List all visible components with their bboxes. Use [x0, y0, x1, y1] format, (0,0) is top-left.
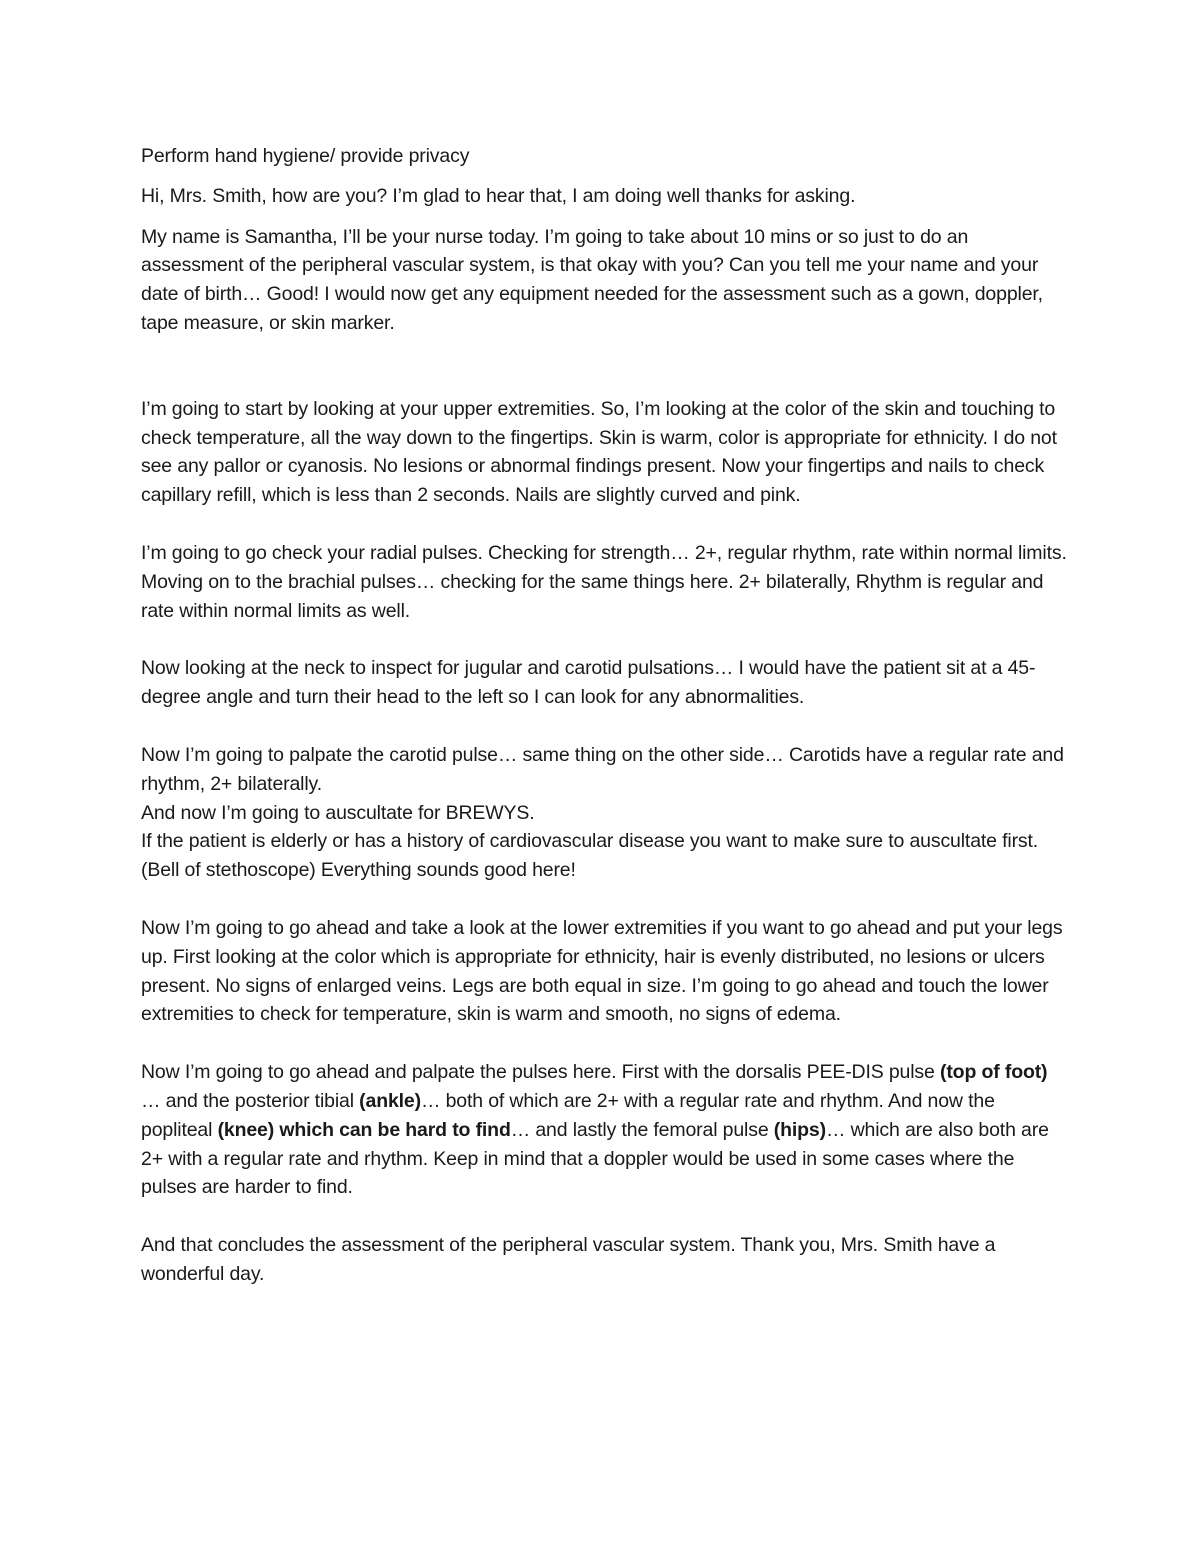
paragraph-greeting: Hi, Mrs. Smith, how are you? I’m glad to hear that, I am doing well thanks for asking. — [141, 184, 856, 207]
paragraph-introduction: My name is Samantha, I’ll be your nurse today. I’m going to take about 10 mins or so just to do an assessment of the peripheral vascular system, is that okay with you? Can you tell me your name and your date of birth… Good! I would now get any equipment needed for the assessment such as a gown, doppler, tape measure, or skin marker. — [141, 225, 1043, 334]
bold-run-top-of-foot: (top of foot) — [940, 1061, 1048, 1084]
paragraph-conclusion: And that concludes the assessment of the peripheral vascular system. Thank you, Mrs. Smith have a wonderful day. — [141, 1234, 996, 1285]
text-run: … both of which are 2+ with a regular rate and rhythm. And now the popliteal — [141, 1089, 995, 1141]
line-auscultate-brewys: And now I’m going to auscultate for BREWYS. — [141, 801, 535, 824]
line-elderly-note: If the patient is elderly or has a history of cardiovascular disease you want to make sure to auscultate first. — [141, 830, 1039, 853]
paragraph-lower-extremities: Now I’m going to go ahead and take a look at the lower extremities if you want to go ahead and put your legs up. First looking at the color which is appropriate for ethnicity, hair is evenly distributed, no lesions or ulcers present. No signs of enlarged veins. Legs are both equal in size. I’m going to go ahead and touch the lower extremities to check for temperature, skin is warm and smooth, no signs of edema. — [141, 916, 1063, 1026]
text-run: … and lastly the femoral pulse — [510, 1118, 774, 1141]
paragraph-carotid-pulse: Now I’m going to palpate the carotid pulse… same thing on the other side… Carotids have a regular rate and rhythm, 2+ bilaterally. — [141, 743, 1064, 795]
paragraph-hand-hygiene: Perform hand hygiene/ provide privacy — [141, 145, 470, 167]
line-bell-stethoscope: (Bell of stethoscope) Everything sounds good here! — [141, 859, 576, 882]
text-run: … and the posterior tibial — [141, 1089, 360, 1112]
bold-run-ankle: (ankle) — [359, 1089, 421, 1112]
paragraph-lower-pulses — [141, 1058, 1071, 1202]
bold-run-knee: (knee) which can be hard to find — [217, 1118, 511, 1141]
text-run: Now I’m going to go ahead and palpate the pulses here. First with the dorsalis PEE-DIS pulse — [141, 1061, 940, 1084]
document-body — [141, 142, 1071, 1289]
bold-run-hips: (hips) — [773, 1118, 826, 1141]
paragraph-neck-inspection: Now looking at the neck to inspect for jugular and carotid pulsations… I would have the patient sit at a 45-degree angle and turn their head to the left so I can look for any abnormalities. — [141, 657, 1036, 709]
paragraph-radial-pulses: I’m going to go check your radial pulses. Checking for strength… 2+, regular rhythm, rate within normal limits. Moving on to the brachial pulses… checking for the same things here. 2+ bilaterally, Rhythm is regular and rate within normal limits as well. — [141, 541, 1067, 622]
text-run: … which are also both are 2+ with a regular rate and rhythm. Keep in mind that a doppler would be used in some cases where the pulses are harder to find. — [141, 1118, 1049, 1199]
paragraph-upper-extremities: I’m going to start by looking at your upper extremities. So, I’m looking at the color of the skin and touching to check temperature, all the way down to the fingertips. Skin is warm, color is appropriate for ethnicity. I do not see any pallor or cyanosis. No lesions or abnormal findings present. Now your fingertips and nails to check capillary refill, which is less than 2 seconds. Nails are slightly curved and pink. — [141, 397, 1057, 507]
